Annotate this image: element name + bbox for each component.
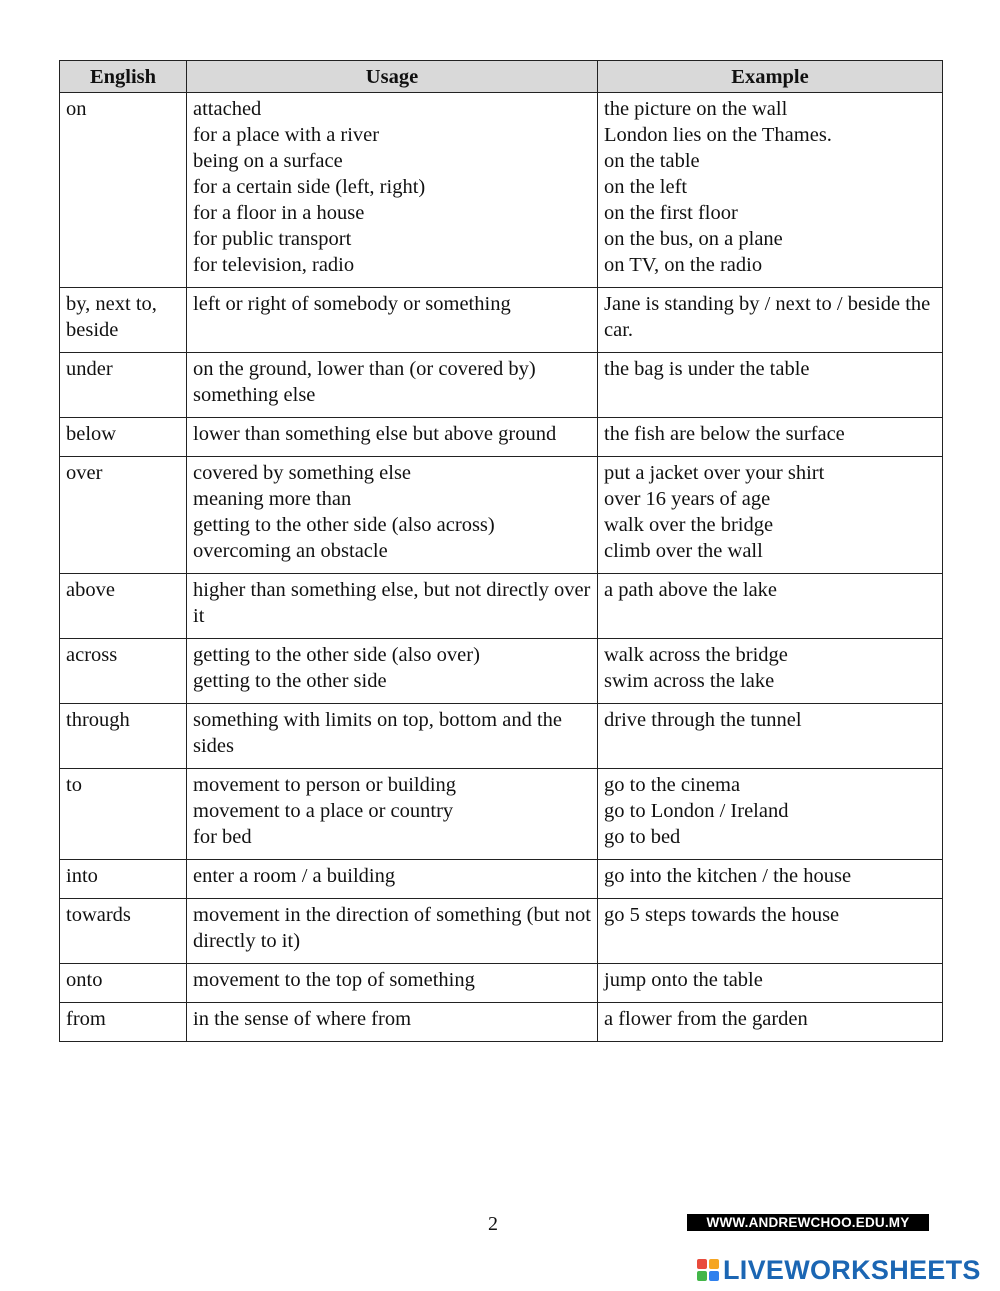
cell-example [598, 353, 943, 418]
table-row [60, 418, 943, 457]
cell-english [60, 639, 187, 704]
cell-example [598, 93, 943, 288]
cell-english [60, 1003, 187, 1042]
preposition-text: into [66, 865, 98, 887]
example-line: go to the cinema [604, 774, 741, 796]
preposition-text: onto [66, 969, 103, 991]
cell-usage [187, 704, 598, 769]
usage-line: attached [193, 98, 262, 120]
cell-usage [187, 418, 598, 457]
table-row [60, 769, 943, 860]
cell-english [60, 353, 187, 418]
usage-line: meaning more than [193, 488, 352, 510]
header-usage: Usage [187, 61, 598, 93]
example-line: climb over the wall [604, 540, 763, 562]
preposition-text: under [66, 358, 113, 380]
cell-example [598, 860, 943, 899]
example-line: on TV, on the radio [604, 254, 763, 276]
cell-example [598, 639, 943, 704]
usage-line: for bed [193, 826, 252, 848]
cell-english [60, 964, 187, 1003]
cell-usage [187, 964, 598, 1003]
table-row [60, 860, 943, 899]
cell-english [60, 457, 187, 574]
usage-line: for public transport [193, 228, 352, 250]
example-line: drive through the tunnel [604, 709, 802, 731]
example-line: the bag is under the table [604, 358, 810, 380]
cell-usage [187, 93, 598, 288]
example-line: on the left [604, 176, 688, 198]
cell-usage [187, 639, 598, 704]
cell-usage [187, 288, 598, 353]
table-row [60, 93, 943, 288]
example-line: jump onto the table [604, 969, 763, 991]
example-line: go to London / Ireland [604, 800, 789, 822]
page-number: 2 [488, 1213, 498, 1235]
preposition-text: over [66, 462, 103, 484]
preposition-text: on [66, 98, 87, 120]
table-row [60, 574, 943, 639]
cell-example [598, 769, 943, 860]
table-row [60, 353, 943, 418]
example-line: go to bed [604, 826, 681, 848]
cell-example [598, 899, 943, 964]
table-row [60, 1003, 943, 1042]
usage-line: movement to a place or country [193, 800, 454, 822]
example-line: over 16 years of age [604, 488, 771, 510]
liveworksheets-icon [697, 1259, 719, 1281]
table-row [60, 288, 943, 353]
usage-line: higher than something else, but not directly over it [193, 579, 591, 627]
example-line: on the bus, on a plane [604, 228, 783, 250]
cell-english [60, 769, 187, 860]
table-row [60, 964, 943, 1003]
usage-line: being on a surface [193, 150, 343, 172]
cell-example [598, 288, 943, 353]
cell-usage [187, 769, 598, 860]
usage-line: on the ground, lower than (or covered by) something else [193, 358, 536, 406]
cell-english [60, 288, 187, 353]
example-line: go 5 steps towards the house [604, 904, 840, 926]
logo-square-orange [709, 1259, 719, 1269]
usage-line: something with limits on top, bottom and the sides [193, 709, 562, 757]
usage-line: getting to the other side [193, 670, 387, 692]
cell-english [60, 418, 187, 457]
table-row [60, 457, 943, 574]
cell-usage [187, 899, 598, 964]
usage-line: in the sense of where from [193, 1008, 412, 1030]
cell-usage [187, 860, 598, 899]
liveworksheets-logo-text: LIVEWORKSHEETS [723, 1254, 981, 1285]
cell-example [598, 704, 943, 769]
example-line: go into the kitchen / the house [604, 865, 852, 887]
logo-square-green [697, 1271, 707, 1281]
cell-usage [187, 457, 598, 574]
cell-example [598, 457, 943, 574]
example-line: swim across the lake [604, 670, 775, 692]
usage-line: movement in the direction of something (but not directly to it) [193, 904, 591, 952]
header-example: Example [598, 61, 943, 93]
usage-line: overcoming an obstacle [193, 540, 388, 562]
preposition-text: to [66, 774, 82, 796]
example-line: on the first floor [604, 202, 738, 224]
preposition-text: from [66, 1008, 106, 1030]
usage-line: getting to the other side (also over) [193, 644, 480, 666]
cell-example [598, 418, 943, 457]
usage-line: covered by something else [193, 462, 412, 484]
usage-line: left or right of somebody or something [193, 293, 511, 315]
cell-english [60, 574, 187, 639]
example-line: the picture on the wall [604, 98, 788, 120]
table-row [60, 639, 943, 704]
liveworksheets-logo[interactable] [697, 1254, 981, 1286]
preposition-text: below [66, 423, 117, 445]
usage-line: getting to the other side (also across) [193, 514, 495, 536]
example-line: put a jacket over your shirt [604, 462, 825, 484]
cell-example [598, 574, 943, 639]
preposition-text: by, next to, beside [66, 293, 157, 341]
cell-english [60, 860, 187, 899]
usage-line: for a floor in a house [193, 202, 365, 224]
prepositions-table [59, 60, 943, 1042]
usage-line: lower than something else but above ground [193, 423, 557, 445]
table-body [60, 93, 943, 1042]
cell-usage [187, 353, 598, 418]
preposition-text: through [66, 709, 130, 731]
cell-english [60, 93, 187, 288]
example-line: walk across the bridge [604, 644, 788, 666]
example-line: a flower from the garden [604, 1008, 808, 1030]
usage-line: movement to person or building [193, 774, 457, 796]
example-line: London lies on the Thames. [604, 124, 832, 146]
table-row [60, 704, 943, 769]
example-line: walk over the bridge [604, 514, 774, 536]
usage-line: for a certain side (left, right) [193, 176, 426, 198]
usage-line: enter a room / a building [193, 865, 396, 887]
example-line: Jane is standing by / next to / beside the car. [604, 293, 931, 341]
header-english: English [60, 61, 187, 93]
preposition-text: towards [66, 904, 131, 926]
example-line: the fish are below the surface [604, 423, 845, 445]
preposition-text: above [66, 579, 115, 601]
usage-line: for television, radio [193, 254, 355, 276]
example-line: on the table [604, 150, 700, 172]
website-url[interactable]: WWW.ANDREWCHOO.EDU.MY [687, 1214, 929, 1231]
table-header-row [60, 61, 943, 93]
cell-example [598, 1003, 943, 1042]
logo-square-blue [709, 1271, 719, 1281]
logo-square-red [697, 1259, 707, 1269]
table-row [60, 899, 943, 964]
example-line: a path above the lake [604, 579, 778, 601]
usage-line: movement to the top of something [193, 969, 475, 991]
cell-usage [187, 574, 598, 639]
cell-example [598, 964, 943, 1003]
cell-english [60, 899, 187, 964]
usage-line: for a place with a river [193, 124, 380, 146]
preposition-text: across [66, 644, 118, 666]
cell-english [60, 704, 187, 769]
cell-usage [187, 1003, 598, 1042]
